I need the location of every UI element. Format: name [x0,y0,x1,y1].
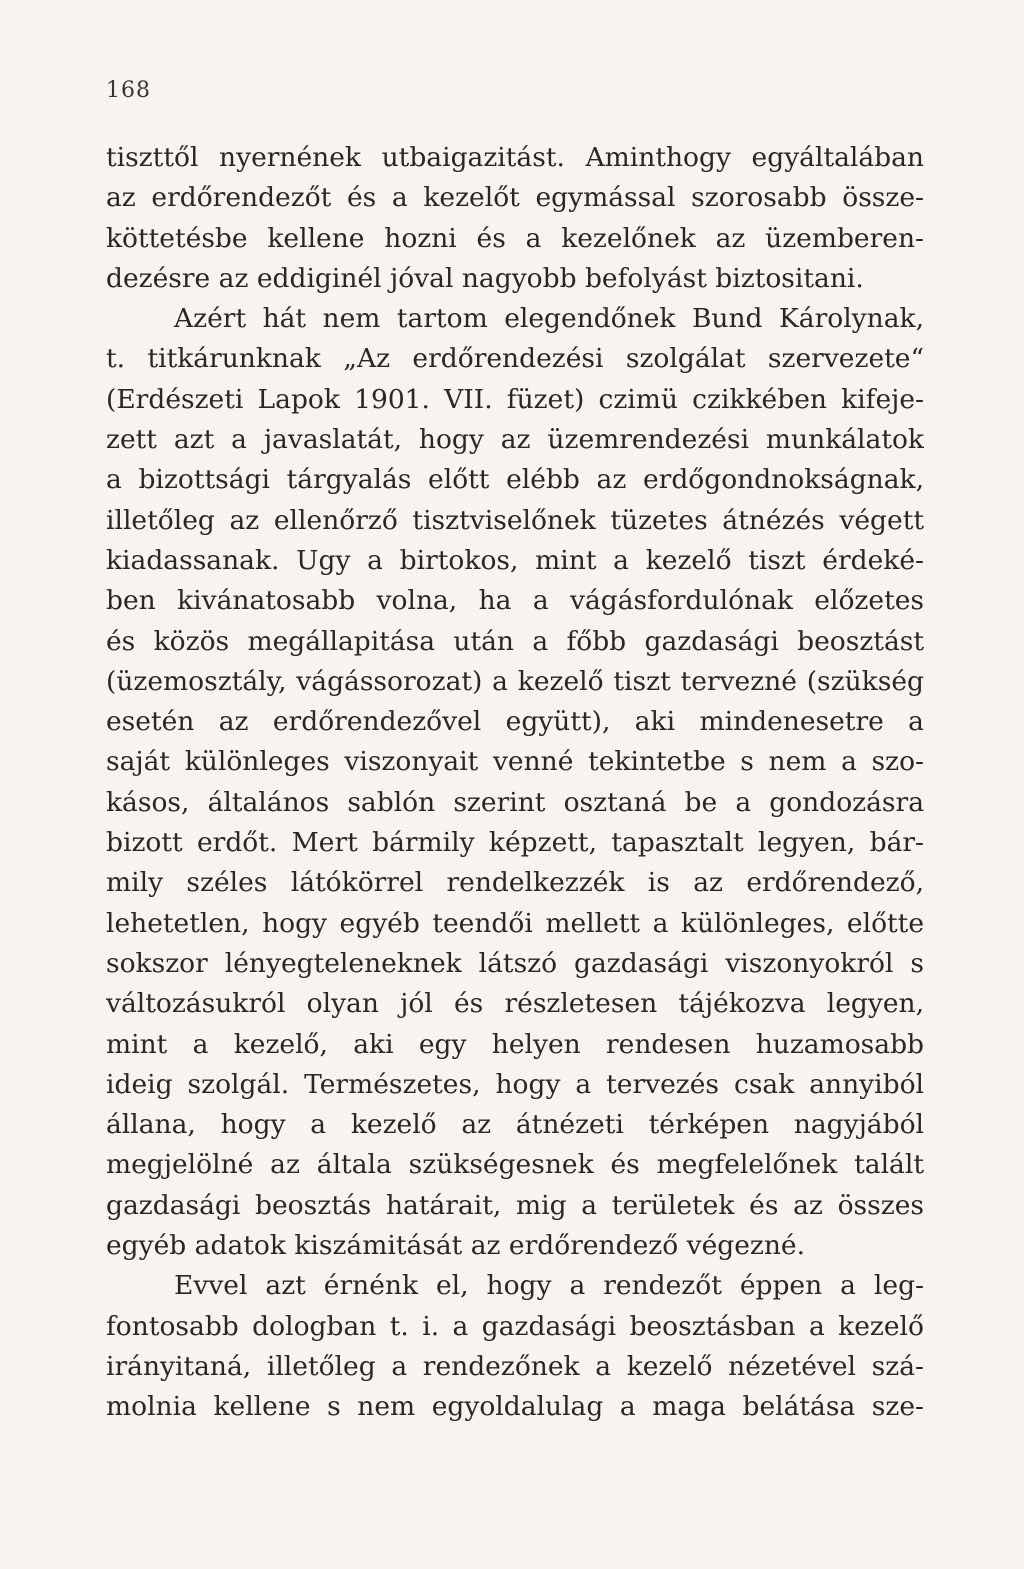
text-line: az erdőrendezőt és a kezelőt egymással szorosabb össze- [106,182,924,214]
text-line: egyéb adatok kiszámitását az erdőrendező végezné. [106,1230,806,1262]
text-line: és közös megállapitása után a főbb gazdasági beosztást [106,625,924,657]
page-number: 168 [106,78,151,103]
text-line: molnia kellene s nem egyoldalulag a maga belátása sze- [106,1391,924,1423]
text-line: ben kivánatosabb volna, ha a vágásfordulónak előzetes [106,585,924,617]
text-line: t. titkárunknak „Az erdőrendezési szolgálat szervezete“ [106,343,924,375]
text-line: (üzemosztály, vágássorozat) a kezelő tiszt tervezné (szükség [106,665,924,697]
text-line: ideig szolgál. Természetes, hogy a tervezés csak annyiból [106,1068,924,1100]
text-line: esetén az erdőrendezővel együtt), aki mindenesetre a [106,706,924,738]
text-line: mint a kezelő, aki egy helyen rendesen huzamosabb [106,1028,924,1060]
text-line: sokszor lényegteleneknek látszó gazdasági viszonyokról s [106,947,924,979]
text-line: illetőleg az ellenőrző tisztviselőnek tüzetes átnézés végett [106,504,924,536]
text-line: Azért hát nem tartom elegendőnek Bund Károlynak, [174,303,924,335]
text-line: állana, hogy a kezelő az átnézeti térképen nagyjából [106,1109,924,1141]
text-line: irányitaná, illetőleg a rendezőnek a kezelő nézetével szá- [106,1350,924,1382]
text-line: dezésre az eddiginél jóval nagyobb befolyást biztositani. [106,262,864,294]
text-line: megjelölné az általa szükségesnek és megfelelőnek talált [106,1149,924,1181]
text-line: (Erdészeti Lapok 1901. VII. füzet) czimü czikkében kifeje- [106,383,924,415]
text-line: változásukról olyan jól és részletesen tájékozva legyen, [106,988,924,1020]
text-line: zett azt a javaslatát, hogy az üzemrendezési munkálatok [106,424,924,456]
text-line: lehetetlen, hogy egyéb teendői mellett a különleges, előtte [106,907,924,939]
text-line: gazdasági beosztás határait, mig a területek és az összes [106,1189,924,1221]
text-line: köttetésbe kellene hozni és a kezelőnek az üzemberen- [106,222,924,254]
text-line: bizott erdőt. Mert bármily képzett, tapasztalt legyen, bár- [106,827,924,859]
text-line: fontosabb dologban t. i. a gazdasági beosztásban a kezelő [106,1310,924,1342]
text-line: saját különleges viszonyait venné tekintetbe s nem a szo- [106,746,924,778]
text-line: tiszttől nyernének utbaigazitást. Aminthogy egyáltalában [106,142,924,173]
body-text [106,138,924,1428]
text-line: Evvel azt érnénk el, hogy a rendezőt éppen a leg- [174,1270,924,1302]
text-line: a bizottsági tárgyalás előtt elébb az erdőgondnokságnak, [106,464,924,496]
text-line: kásos, általános sablón szerint osztaná be a gondozásra [106,786,924,818]
text-line: kiadassanak. Ugy a birtokos, mint a kezelő tiszt érdeké- [106,544,924,576]
text-line: mily széles látókörrel rendelkezzék is az erdőrendező, [106,867,924,899]
